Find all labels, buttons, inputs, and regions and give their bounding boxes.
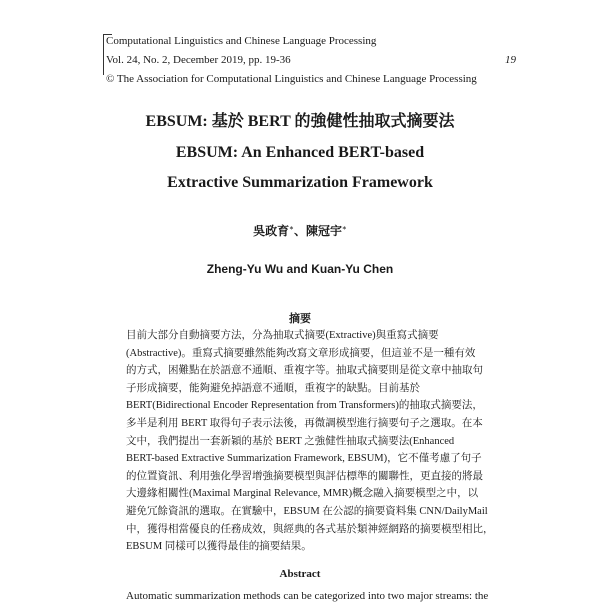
journal-name: Computational Linguistics and Chinese Language Processing: [106, 35, 377, 47]
author-1-zh: 吳政育: [253, 224, 290, 238]
english-abstract-text: Automatic summarization methods can be categorized into two major streams: the: [126, 590, 489, 602]
affiliation-mark-1: ∗: [289, 224, 294, 232]
abstract-line: (Abstractive)。重寫式摘要雖然能夠改寫文章形成摘要，但這並不是一種有效: [126, 347, 476, 359]
chinese-title: EBSUM: 基於 BERT 的強健性抽取式摘要法: [145, 113, 455, 130]
chinese-abstract: [126, 327, 511, 556]
abstract-line: 目前大部分自動摘要方法，分為抽取式摘要(Extractive)與重寫式摘要: [126, 330, 439, 341]
abstract-line: EBSUM 同樣可以獲得最佳的摘要結果。: [126, 541, 312, 553]
abstract-line: 多半是利用 BERT 取得句子表示法後，再微調模型進行摘要句子之選取。在本: [126, 417, 483, 429]
english-title-line-1: EBSUM: An Enhanced BERT-based: [175, 144, 425, 161]
abstract-line: 中，獲得相當優良的任務成效，與經典的各式基於類神經網路的摘要模型相比，: [126, 523, 494, 535]
abstract-line: 避免冗餘資訊的選取。在實驗中，EBSUM 在公認的摘要資料集 CNN/DailyMail: [126, 505, 488, 517]
copyright-line: © The Association for Computational Linguistics and Chinese Language Processing: [106, 73, 477, 85]
chinese-abstract-heading: 摘要: [289, 313, 311, 325]
journal-volume: Vol. 24, No. 2, December 2019, pp. 19-36: [106, 54, 291, 66]
author-separator: 、: [293, 224, 306, 238]
abstract-line: 大邊緣相關性(Maximal Marginal Relevance, MMR)概念融入摘要模型之中，以: [126, 488, 479, 500]
abstract-line: 文中，我們提出一套新穎的基於 BERT 之強健性抽取式摘要法(Enhanced: [126, 435, 455, 447]
affiliation-mark-2: ∗: [342, 224, 347, 232]
abstract-line: BERT-based Extractive Summarization Framework, EBSUM)，它不僅考慮了句子: [126, 453, 482, 465]
abstract-line: 的方式，困難點在於語意不通順、重複字等。抽取式摘要則是從文章中抽取句: [126, 365, 483, 377]
chinese-authors: [0, 222, 600, 239]
english-title-line-2: Extractive Summarization Framework: [167, 174, 433, 191]
abstract-line: 的位置資訊、利用強化學習增強摘要模型與評估標準的關聯性，更直接的將最: [126, 470, 483, 482]
english-abstract-heading: Abstract: [279, 568, 321, 580]
english-authors: Zheng-Yu Wu and Kuan-Yu Chen: [206, 262, 394, 276]
page-number: 19: [505, 54, 516, 66]
journal-header: [106, 32, 516, 89]
abstract-line: BERT(Bidirectional Encoder Representation from Transformers)的抽取式摘要法，: [126, 400, 483, 412]
abstract-line: 子形成摘要，能夠避免掉語意不通順，重複字的缺點。目前基於: [126, 382, 420, 394]
author-2-zh: 陳冠宇: [306, 224, 343, 238]
